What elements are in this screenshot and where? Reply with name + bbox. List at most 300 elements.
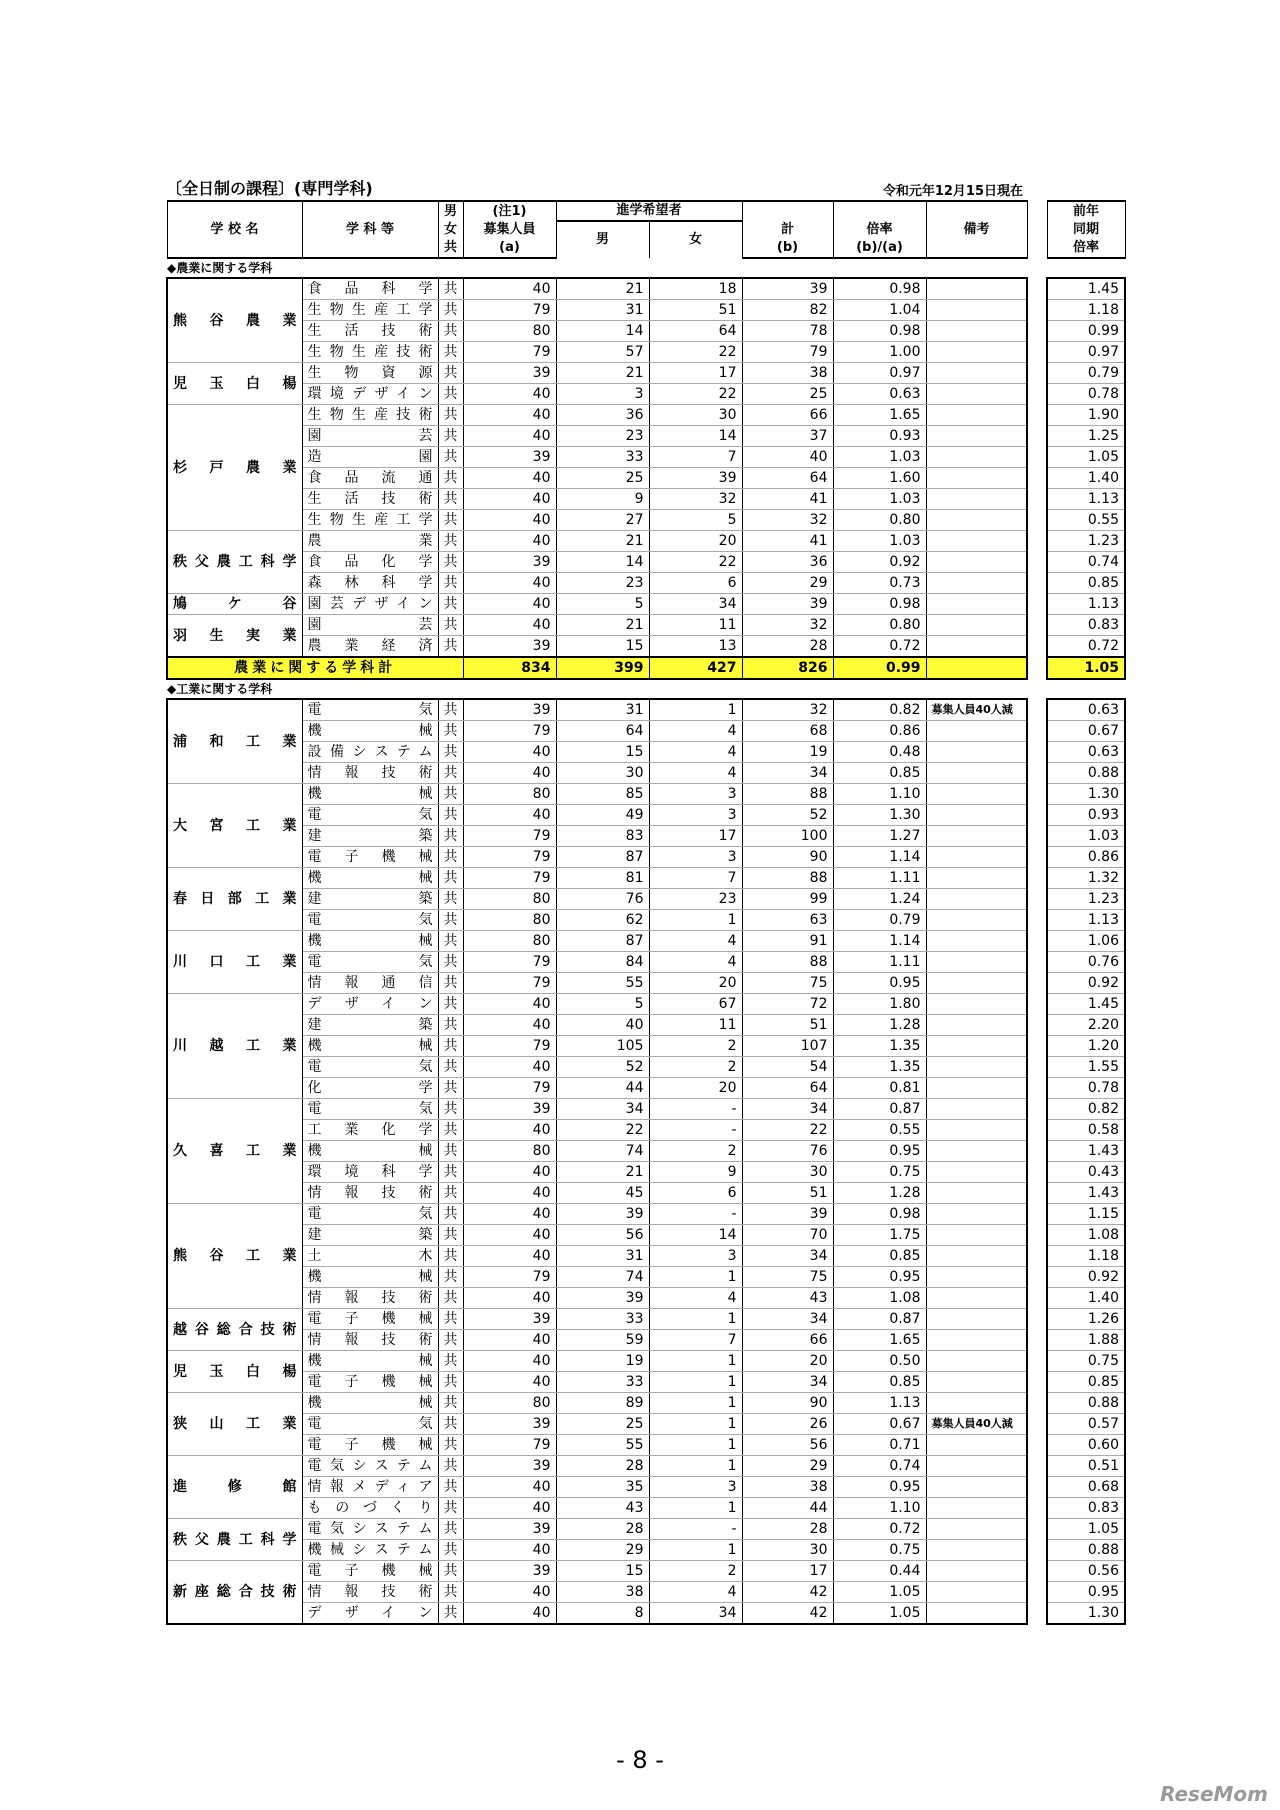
cell-note [926, 278, 1027, 300]
cell-female: 22 [649, 384, 742, 405]
cell-dept: 生物生産技術 [302, 405, 438, 426]
cell-ratio: 0.48 [833, 742, 926, 763]
school-name: 春日部工業 [167, 868, 302, 931]
cell-male: 5 [556, 994, 649, 1015]
cell-capacity: 40 [463, 994, 556, 1015]
cell-sex: 共 [438, 426, 463, 447]
cell-total: 64 [742, 1078, 833, 1099]
cell-male: 33 [556, 1372, 649, 1393]
cell-prev: 1.43 [1047, 1183, 1125, 1204]
cell-prev: 1.18 [1047, 1246, 1125, 1267]
cell-ratio: 1.05 [833, 1603, 926, 1625]
cell-dept: 食品化学 [302, 552, 438, 573]
cell-prev: 1.05 [1047, 1519, 1125, 1540]
cell-male: 30 [556, 763, 649, 784]
table-row [167, 868, 1125, 889]
cell-female: 1 [649, 1435, 742, 1456]
total-prev: 1.05 [1047, 657, 1125, 679]
cell-note [926, 868, 1027, 889]
cell-prev: 0.76 [1047, 952, 1125, 973]
cell-female: 17 [649, 826, 742, 847]
cell-sex: 共 [438, 847, 463, 868]
cell-total: 64 [742, 468, 833, 489]
cell-prev: 1.13 [1047, 594, 1125, 615]
cell-capacity: 40 [463, 1015, 556, 1036]
table-row [167, 1540, 1125, 1561]
total-ratio: 0.99 [833, 657, 926, 679]
cell-prev: 0.79 [1047, 363, 1125, 384]
cell-capacity: 40 [463, 1183, 556, 1204]
cell-female: 22 [649, 342, 742, 363]
cell-total: 39 [742, 1204, 833, 1225]
cell-total: 41 [742, 489, 833, 510]
cell-dept: 生物生産技術 [302, 342, 438, 363]
cell-note [926, 426, 1027, 447]
cell-note [926, 1540, 1027, 1561]
cell-total: 63 [742, 910, 833, 931]
cell-note [926, 1288, 1027, 1309]
cell-sex: 共 [438, 1162, 463, 1183]
cell-total: 39 [742, 278, 833, 300]
cell-dept: 電子機械 [302, 847, 438, 868]
cell-sex: 共 [438, 1393, 463, 1414]
table-row [167, 531, 1125, 552]
table-row [167, 636, 1125, 658]
cell-dept: 生物生産工学 [302, 510, 438, 531]
cell-female: 2 [649, 1057, 742, 1078]
cell-female: 3 [649, 1477, 742, 1498]
cell-capacity: 39 [463, 552, 556, 573]
cell-sex: 共 [438, 742, 463, 763]
cell-note [926, 552, 1027, 573]
cell-dept: 機械 [302, 1393, 438, 1414]
cell-prev: 1.88 [1047, 1330, 1125, 1351]
cell-note [926, 1435, 1027, 1456]
cell-dept: 機械 [302, 1036, 438, 1057]
cell-male: 5 [556, 594, 649, 615]
cell-female: - [649, 1204, 742, 1225]
cell-dept: 機械システム [302, 1540, 438, 1561]
cell-female: 64 [649, 321, 742, 342]
table-row [167, 763, 1125, 784]
cell-ratio: 0.73 [833, 573, 926, 594]
cell-ratio: 1.10 [833, 1498, 926, 1519]
table-row [167, 1372, 1125, 1393]
cell-ratio: 0.86 [833, 721, 926, 742]
cell-sex: 共 [438, 321, 463, 342]
page-number: - 8 - [616, 1746, 664, 1774]
cell-total: 38 [742, 363, 833, 384]
cell-sex: 共 [438, 1246, 463, 1267]
cell-note [926, 1099, 1027, 1120]
cell-note [926, 1162, 1027, 1183]
cell-sex: 共 [438, 1225, 463, 1246]
cell-capacity: 80 [463, 910, 556, 931]
cell-note [926, 1561, 1027, 1582]
cell-capacity: 79 [463, 847, 556, 868]
cell-note [926, 363, 1027, 384]
cell-prev: 1.18 [1047, 300, 1125, 321]
cell-prev: 0.74 [1047, 552, 1125, 573]
cell-sex: 共 [438, 1603, 463, 1625]
table-row [167, 278, 1125, 300]
header-capacity-note: (注1) [463, 201, 556, 221]
cell-prev: 1.30 [1047, 1603, 1125, 1625]
cell-sex: 共 [438, 1036, 463, 1057]
cell-ratio: 0.67 [833, 1414, 926, 1435]
cell-female: 18 [649, 278, 742, 300]
cell-capacity: 80 [463, 1141, 556, 1162]
cell-female: 20 [649, 531, 742, 552]
cell-note [926, 952, 1027, 973]
cell-prev: 0.93 [1047, 805, 1125, 826]
cell-male: 21 [556, 363, 649, 384]
table-row [167, 1582, 1125, 1603]
cell-male: 55 [556, 973, 649, 994]
cell-prev: 1.45 [1047, 278, 1125, 300]
cell-note [926, 1309, 1027, 1330]
cell-prev: 0.75 [1047, 1351, 1125, 1372]
school-name: 浦和工業 [167, 699, 302, 784]
cell-sex: 共 [438, 805, 463, 826]
cell-total: 25 [742, 384, 833, 405]
cell-note [926, 1246, 1027, 1267]
table-row [167, 1099, 1125, 1120]
cell-total: 30 [742, 1540, 833, 1561]
cell-note [926, 826, 1027, 847]
cell-prev: 1.06 [1047, 931, 1125, 952]
cell-capacity: 40 [463, 510, 556, 531]
cell-ratio: 0.85 [833, 1246, 926, 1267]
cell-note [926, 405, 1027, 426]
cell-prev: 1.05 [1047, 447, 1125, 468]
cell-total: 37 [742, 426, 833, 447]
cell-total: 30 [742, 1162, 833, 1183]
table-row [167, 405, 1125, 426]
header-applicants: 進学希望者 [556, 201, 742, 221]
cell-total: 32 [742, 699, 833, 721]
cell-note [926, 1036, 1027, 1057]
cell-male: 39 [556, 1204, 649, 1225]
cell-sex: 共 [438, 552, 463, 573]
cell-dept: 電気 [302, 1099, 438, 1120]
cell-dept: 情報技術 [302, 1288, 438, 1309]
header-dept: 学 科 等 [302, 201, 438, 258]
cell-male: 8 [556, 1603, 649, 1625]
cell-dept: 環境科学 [302, 1162, 438, 1183]
cell-dept: 建築 [302, 1015, 438, 1036]
table-row [167, 1120, 1125, 1141]
cell-total: 20 [742, 1351, 833, 1372]
school-name: 川口工業 [167, 931, 302, 994]
cell-total: 43 [742, 1288, 833, 1309]
cell-male: 33 [556, 1309, 649, 1330]
cell-ratio: 1.14 [833, 847, 926, 868]
cell-note [926, 784, 1027, 805]
cell-male: 31 [556, 300, 649, 321]
cell-prev: 1.23 [1047, 531, 1125, 552]
cell-dept: 情報メディア [302, 1477, 438, 1498]
cell-note [926, 1498, 1027, 1519]
cell-capacity: 40 [463, 1057, 556, 1078]
cell-dept: 生物生産工学 [302, 300, 438, 321]
cell-ratio: 1.11 [833, 952, 926, 973]
cell-female: 7 [649, 447, 742, 468]
header-total: 計 [742, 221, 833, 239]
cell-dept: 機械 [302, 868, 438, 889]
cell-capacity: 39 [463, 1414, 556, 1435]
cell-female: 22 [649, 552, 742, 573]
cell-capacity: 79 [463, 721, 556, 742]
cell-total: 72 [742, 994, 833, 1015]
cell-dept: 機械 [302, 1267, 438, 1288]
cell-male: 39 [556, 1288, 649, 1309]
table-row [167, 699, 1125, 721]
header-total-blank [742, 201, 833, 221]
cell-sex: 共 [438, 1498, 463, 1519]
cell-note [926, 742, 1027, 763]
cell-note [926, 1204, 1027, 1225]
cell-prev: 1.40 [1047, 468, 1125, 489]
cell-dept: 農業 [302, 531, 438, 552]
cell-capacity: 39 [463, 636, 556, 658]
cell-ratio: 0.87 [833, 1099, 926, 1120]
cell-male: 44 [556, 1078, 649, 1099]
cell-total: 78 [742, 321, 833, 342]
table-row [167, 1561, 1125, 1582]
cell-note [926, 1477, 1027, 1498]
cell-sex: 共 [438, 489, 463, 510]
cell-prev: 0.83 [1047, 615, 1125, 636]
header-female: 女 [649, 221, 742, 258]
cell-female: 17 [649, 363, 742, 384]
cell-total: 56 [742, 1435, 833, 1456]
cell-capacity: 40 [463, 531, 556, 552]
header-prev-3: 倍率 [1047, 239, 1125, 258]
table-row [167, 1435, 1125, 1456]
cell-female: 14 [649, 1225, 742, 1246]
cell-dept: 建築 [302, 889, 438, 910]
cell-male: 21 [556, 531, 649, 552]
cell-ratio: 0.87 [833, 1309, 926, 1330]
cell-ratio: 0.95 [833, 1141, 926, 1162]
cell-note [926, 615, 1027, 636]
cell-female: 2 [649, 1141, 742, 1162]
cell-capacity: 79 [463, 1267, 556, 1288]
cell-sex: 共 [438, 1372, 463, 1393]
cell-prev: 0.51 [1047, 1456, 1125, 1477]
cell-capacity: 79 [463, 1078, 556, 1099]
cell-total: 66 [742, 1330, 833, 1351]
cell-male: 38 [556, 1582, 649, 1603]
cell-capacity: 79 [463, 826, 556, 847]
cell-prev: 0.63 [1047, 742, 1125, 763]
cell-female: 4 [649, 763, 742, 784]
cell-male: 81 [556, 868, 649, 889]
cell-dept: デザイン [302, 994, 438, 1015]
cell-dept: 機械 [302, 931, 438, 952]
cell-ratio: 0.85 [833, 1372, 926, 1393]
cell-capacity: 40 [463, 426, 556, 447]
cell-male: 28 [556, 1519, 649, 1540]
cell-ratio: 1.65 [833, 405, 926, 426]
document-title: 〔全日制の課程〕(専門学科) [166, 179, 373, 198]
cell-note [926, 1225, 1027, 1246]
school-name: 新座総合技術 [167, 1561, 302, 1625]
cell-sex: 共 [438, 1351, 463, 1372]
cell-sex: 共 [438, 1078, 463, 1099]
cell-sex: 共 [438, 447, 463, 468]
table-row [167, 594, 1125, 615]
cell-male: 23 [556, 573, 649, 594]
cell-male: 85 [556, 784, 649, 805]
cell-note [926, 1057, 1027, 1078]
cell-ratio: 0.92 [833, 552, 926, 573]
cell-female: 1 [649, 699, 742, 721]
cell-female: - [649, 1519, 742, 1540]
cell-female: 11 [649, 1015, 742, 1036]
table-row [167, 1141, 1125, 1162]
cell-ratio: 1.75 [833, 1225, 926, 1246]
cell-note [926, 1603, 1027, 1625]
cell-capacity: 39 [463, 1099, 556, 1120]
cell-capacity: 40 [463, 1603, 556, 1625]
cell-male: 76 [556, 889, 649, 910]
cell-prev: 1.26 [1047, 1309, 1125, 1330]
cell-female: 1 [649, 1456, 742, 1477]
cell-sex: 共 [438, 1435, 463, 1456]
cell-dept: 電気 [302, 1057, 438, 1078]
cell-total: 34 [742, 1309, 833, 1330]
cell-female: 7 [649, 868, 742, 889]
cell-female: 1 [649, 1309, 742, 1330]
cell-total: 38 [742, 1477, 833, 1498]
cell-capacity: 40 [463, 468, 556, 489]
cell-female: 20 [649, 973, 742, 994]
total-female: 427 [649, 657, 742, 679]
cell-prev: 0.43 [1047, 1162, 1125, 1183]
cell-note [926, 763, 1027, 784]
cell-note [926, 300, 1027, 321]
header-capacity-a: (a) [463, 239, 556, 258]
cell-total: 91 [742, 931, 833, 952]
cell-prev: 0.97 [1047, 342, 1125, 363]
cell-note [926, 1183, 1027, 1204]
cell-ratio: 0.98 [833, 321, 926, 342]
cell-total: 66 [742, 405, 833, 426]
cell-note [926, 489, 1027, 510]
cell-sex: 共 [438, 952, 463, 973]
cell-male: 84 [556, 952, 649, 973]
table-row [167, 447, 1125, 468]
cell-total: 26 [742, 1414, 833, 1435]
cell-capacity: 40 [463, 489, 556, 510]
cell-male: 25 [556, 1414, 649, 1435]
cell-dept: 建築 [302, 826, 438, 847]
cell-capacity: 39 [463, 699, 556, 721]
cell-sex: 共 [438, 1414, 463, 1435]
table-row [167, 510, 1125, 531]
cell-ratio: 1.04 [833, 300, 926, 321]
cell-female: 4 [649, 931, 742, 952]
cell-female: 9 [649, 1162, 742, 1183]
cell-note [926, 1015, 1027, 1036]
cell-ratio: 1.27 [833, 826, 926, 847]
cell-total: 42 [742, 1603, 833, 1625]
cell-capacity: 40 [463, 1246, 556, 1267]
cell-capacity: 79 [463, 868, 556, 889]
cell-ratio: 1.03 [833, 447, 926, 468]
cell-ratio: 0.98 [833, 594, 926, 615]
cell-capacity: 40 [463, 763, 556, 784]
cell-total: 75 [742, 973, 833, 994]
cell-note [926, 384, 1027, 405]
cell-female: 32 [649, 489, 742, 510]
cell-female: 6 [649, 1183, 742, 1204]
cell-ratio: 1.28 [833, 1015, 926, 1036]
cell-ratio: 0.93 [833, 426, 926, 447]
table-row [167, 1351, 1125, 1372]
cell-sex: 共 [438, 1267, 463, 1288]
cell-male: 25 [556, 468, 649, 489]
table-row [167, 826, 1125, 847]
cell-ratio: 0.80 [833, 510, 926, 531]
table-row [167, 994, 1125, 1015]
cell-prev: 1.40 [1047, 1288, 1125, 1309]
cell-capacity: 80 [463, 1393, 556, 1414]
cell-male: 28 [556, 1456, 649, 1477]
cell-female: 51 [649, 300, 742, 321]
cell-note [926, 1267, 1027, 1288]
cell-capacity: 40 [463, 1288, 556, 1309]
resemom-logo: ReseMom [1160, 1782, 1268, 1806]
cell-note [926, 847, 1027, 868]
cell-note [926, 594, 1027, 615]
cell-male: 3 [556, 384, 649, 405]
cell-female: 1 [649, 1414, 742, 1435]
cell-ratio: 0.95 [833, 1477, 926, 1498]
cell-dept: 園芸 [302, 426, 438, 447]
cell-prev: 1.90 [1047, 405, 1125, 426]
cell-prev: 0.55 [1047, 510, 1125, 531]
table-row [167, 321, 1125, 342]
cell-sex: 共 [438, 573, 463, 594]
cell-ratio: 0.55 [833, 1120, 926, 1141]
cell-female: 4 [649, 1582, 742, 1603]
cell-female: 3 [649, 1246, 742, 1267]
cell-ratio: 0.82 [833, 699, 926, 721]
cell-capacity: 80 [463, 321, 556, 342]
cell-capacity: 79 [463, 1036, 556, 1057]
cell-total: 32 [742, 510, 833, 531]
cell-prev: 1.13 [1047, 489, 1125, 510]
cell-prev: 0.60 [1047, 1435, 1125, 1456]
table-row [167, 342, 1125, 363]
cell-male: 45 [556, 1183, 649, 1204]
cell-dept: 情報技術 [302, 1330, 438, 1351]
cell-note: 募集人員40人減 [926, 699, 1027, 721]
cell-total: 41 [742, 531, 833, 552]
cell-female: 20 [649, 1078, 742, 1099]
cell-male: 89 [556, 1393, 649, 1414]
cell-note [926, 1141, 1027, 1162]
cell-ratio: 0.50 [833, 1351, 926, 1372]
cell-ratio: 0.95 [833, 973, 926, 994]
cell-ratio: 0.63 [833, 384, 926, 405]
cell-female: 1 [649, 1393, 742, 1414]
header-note: 備考 [926, 201, 1027, 258]
table-row [167, 1498, 1125, 1519]
